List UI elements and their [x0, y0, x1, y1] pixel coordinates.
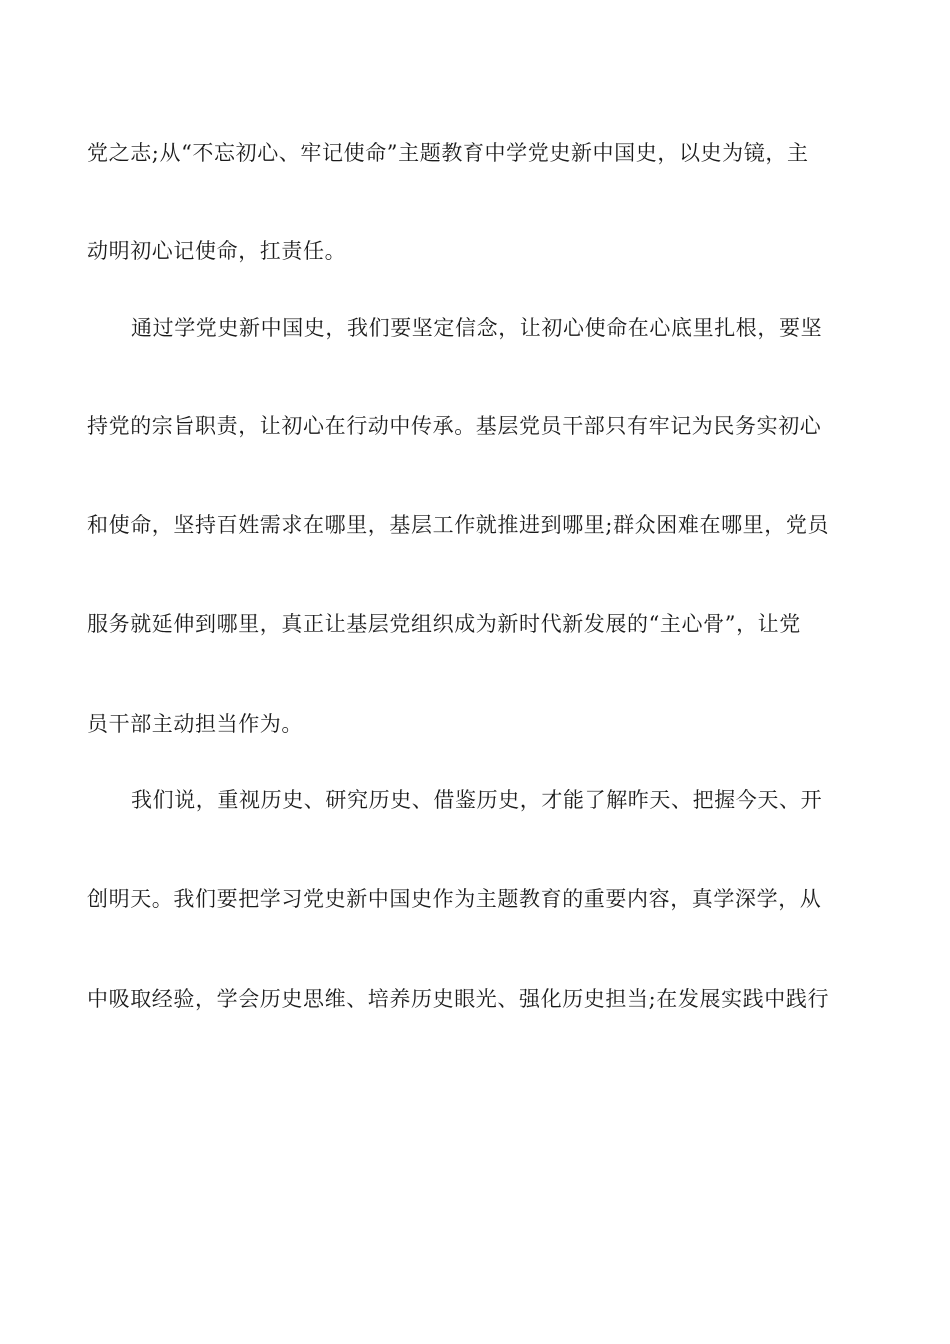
text-line: 创明天。我们要把学习党史新中国史作为主题教育的重要内容，真学深学，从	[87, 887, 822, 911]
paragraph-start-line: 我们说，重视历史、研究历史、借鉴历史，才能了解昨天、把握今天、开	[131, 788, 823, 812]
text-line: 和使命，坚持百姓需求在哪里，基层工作就推进到哪里;群众困难在哪里，党员	[87, 513, 830, 537]
text-line: 员干部主动担当作为。	[87, 712, 303, 736]
text-line: 党之志;从“不忘初心、牢记使命”主题教育中学党史新中国史，以史为镜，主	[87, 141, 809, 165]
paragraph-start-line: 通过学党史新中国史，我们要坚定信念，让初心使命在心底里扎根，要坚	[131, 316, 823, 340]
text-line: 动明初心记使命，扛责任。	[87, 239, 347, 263]
text-line: 中吸取经验，学会历史思维、培养历史眼光、强化历史担当;在发展实践中践行	[87, 987, 830, 1011]
text-line: 持党的宗旨职责，让初心在行动中传承。基层党员干部只有牢记为民务实初心	[87, 414, 822, 438]
text-line: 服务就延伸到哪里，真正让基层党组织成为新时代新发展的“主心骨”，让党	[87, 612, 801, 636]
